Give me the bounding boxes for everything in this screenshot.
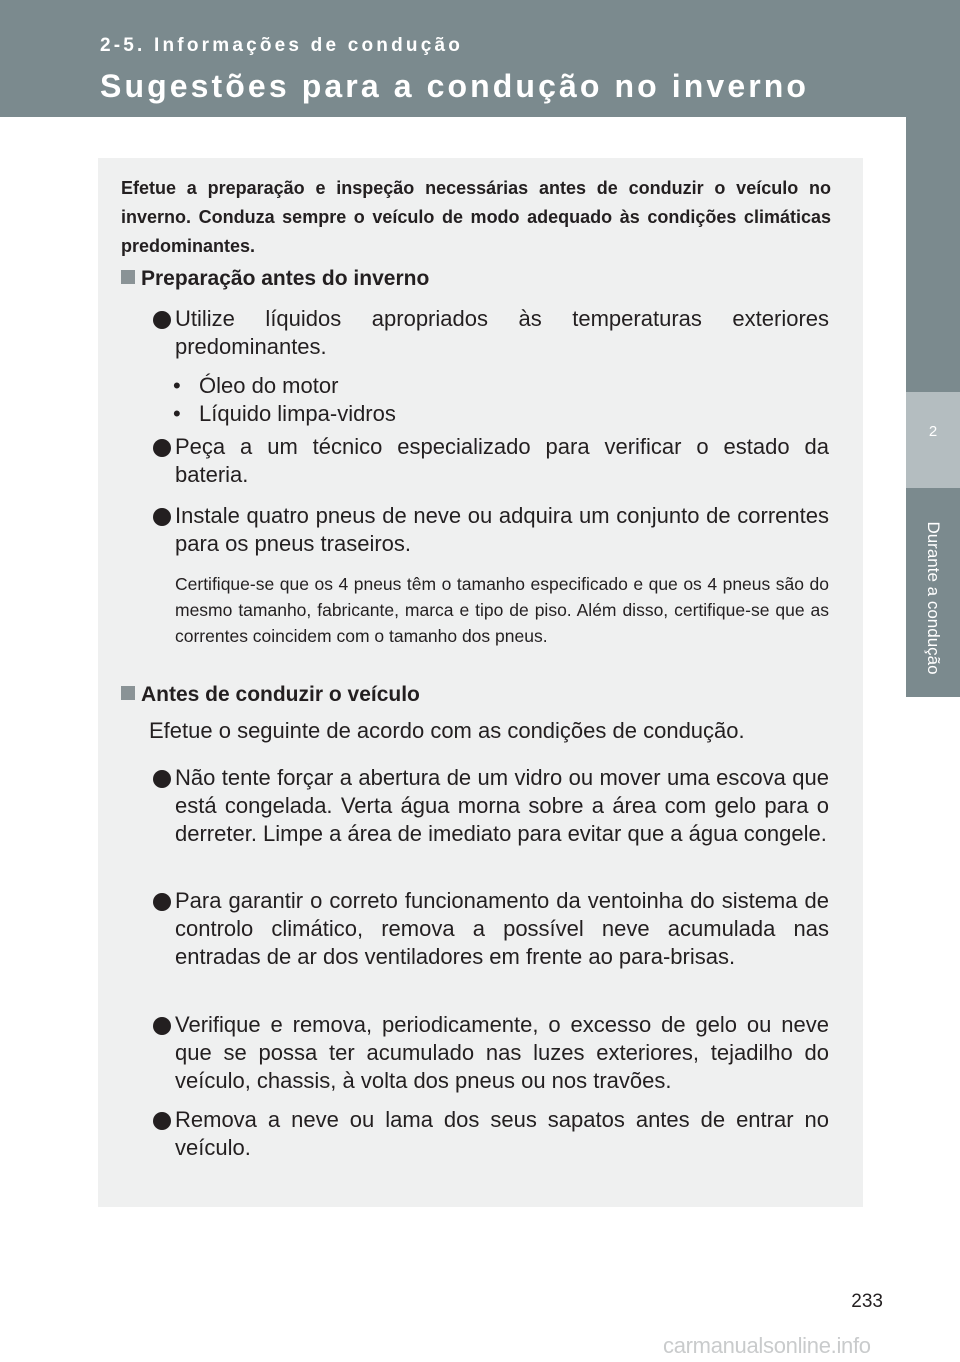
- bullet-icon: [153, 439, 171, 457]
- list-item: [149, 1011, 829, 1095]
- heading-before-driving: [121, 683, 420, 707]
- sub-list-item-text: Líquido limpa-vidros: [199, 401, 396, 426]
- list-item-text: Instale quatro pneus de neve ou adquira um conjunto de correntes para os pneus traseiros.: [175, 503, 829, 556]
- watermark: carmanualsonline.info: [663, 1333, 871, 1358]
- bullet-icon: [153, 1017, 171, 1035]
- list-item-text: Não tente forçar a abertura de um vidro ou mover uma escova que está congelada. Verta água morna sobre a área com gelo para o derreter. Limpe a área de imediato para evitar que a água congele.: [175, 765, 829, 846]
- list-item: [149, 1106, 829, 1162]
- list-item: [149, 764, 829, 848]
- lead-text: Efetue o seguinte de acordo com as condições de condução.: [149, 718, 745, 743]
- list-item: [149, 305, 829, 361]
- bullet-icon: [153, 311, 171, 329]
- chapter-tab-label-text: Durante a condução: [924, 520, 943, 675]
- list-item-text: Verifique e remova, periodicamente, o excesso de gelo ou neve que se possa ter acumulado nas luzes exteriores, tejadilho do veículo, chassis, à volta dos pneus ou nos travões.: [175, 1012, 829, 1093]
- bullet-icon: [153, 508, 171, 526]
- chapter-tab-label: [915, 500, 951, 695]
- list-item-text: Para garantir o correto funcionamento da ventoinha do sistema de controlo climático, remova a possível neve acumulada nas entradas de ar dos ventiladores em frente ao para-brisas.: [175, 888, 829, 969]
- chapter-tab-number: 2: [906, 392, 960, 488]
- square-bullet-icon: [121, 270, 135, 284]
- intro-text: Efetue a preparação e inspeção necessárias antes de conduzir o veículo no inverno. Conduza sempre o veículo de modo adequado às condições climáticas predominantes.: [121, 178, 831, 256]
- list-item: [149, 433, 829, 489]
- sub-list-item: • Líquido limpa-vidros: [173, 401, 396, 426]
- list-item-text: Utilize líquidos apropriados às temperaturas exteriores predominantes.: [175, 306, 829, 359]
- list-item: [149, 887, 829, 971]
- heading-winter-prep-text: Preparação antes do inverno: [141, 267, 430, 290]
- bullet-icon: [153, 770, 171, 788]
- sub-list-item-text: Óleo do motor: [199, 373, 339, 398]
- square-bullet-icon: [121, 686, 135, 700]
- list-item-text: Remova a neve ou lama dos seus sapatos antes de entrar no veículo.: [175, 1107, 829, 1160]
- tire-note: Certifique-se que os 4 pneus têm o tamanho especificado e que os 4 pneus são do mesmo tamanho, fabricante, marca e tipo de piso. Além disso, certifique-se que as correntes coincidem com o tamanho dos pneus.: [175, 574, 829, 646]
- section-label: 2-5. Informações de condução: [100, 35, 464, 56]
- list-item-text: Peça a um técnico especializado para verificar o estado da bateria.: [175, 434, 829, 487]
- page-number: 233: [851, 1291, 883, 1312]
- bullet-icon: [153, 893, 171, 911]
- sub-list-item: • Óleo do motor: [173, 373, 339, 398]
- header-band: [0, 0, 960, 117]
- heading-winter-prep: [121, 267, 429, 291]
- bullet-icon: [153, 1112, 171, 1130]
- list-item: [149, 502, 829, 558]
- page-title: Sugestões para a condução no inverno: [100, 68, 810, 104]
- heading-before-driving-text: Antes de conduzir o veículo: [141, 683, 420, 706]
